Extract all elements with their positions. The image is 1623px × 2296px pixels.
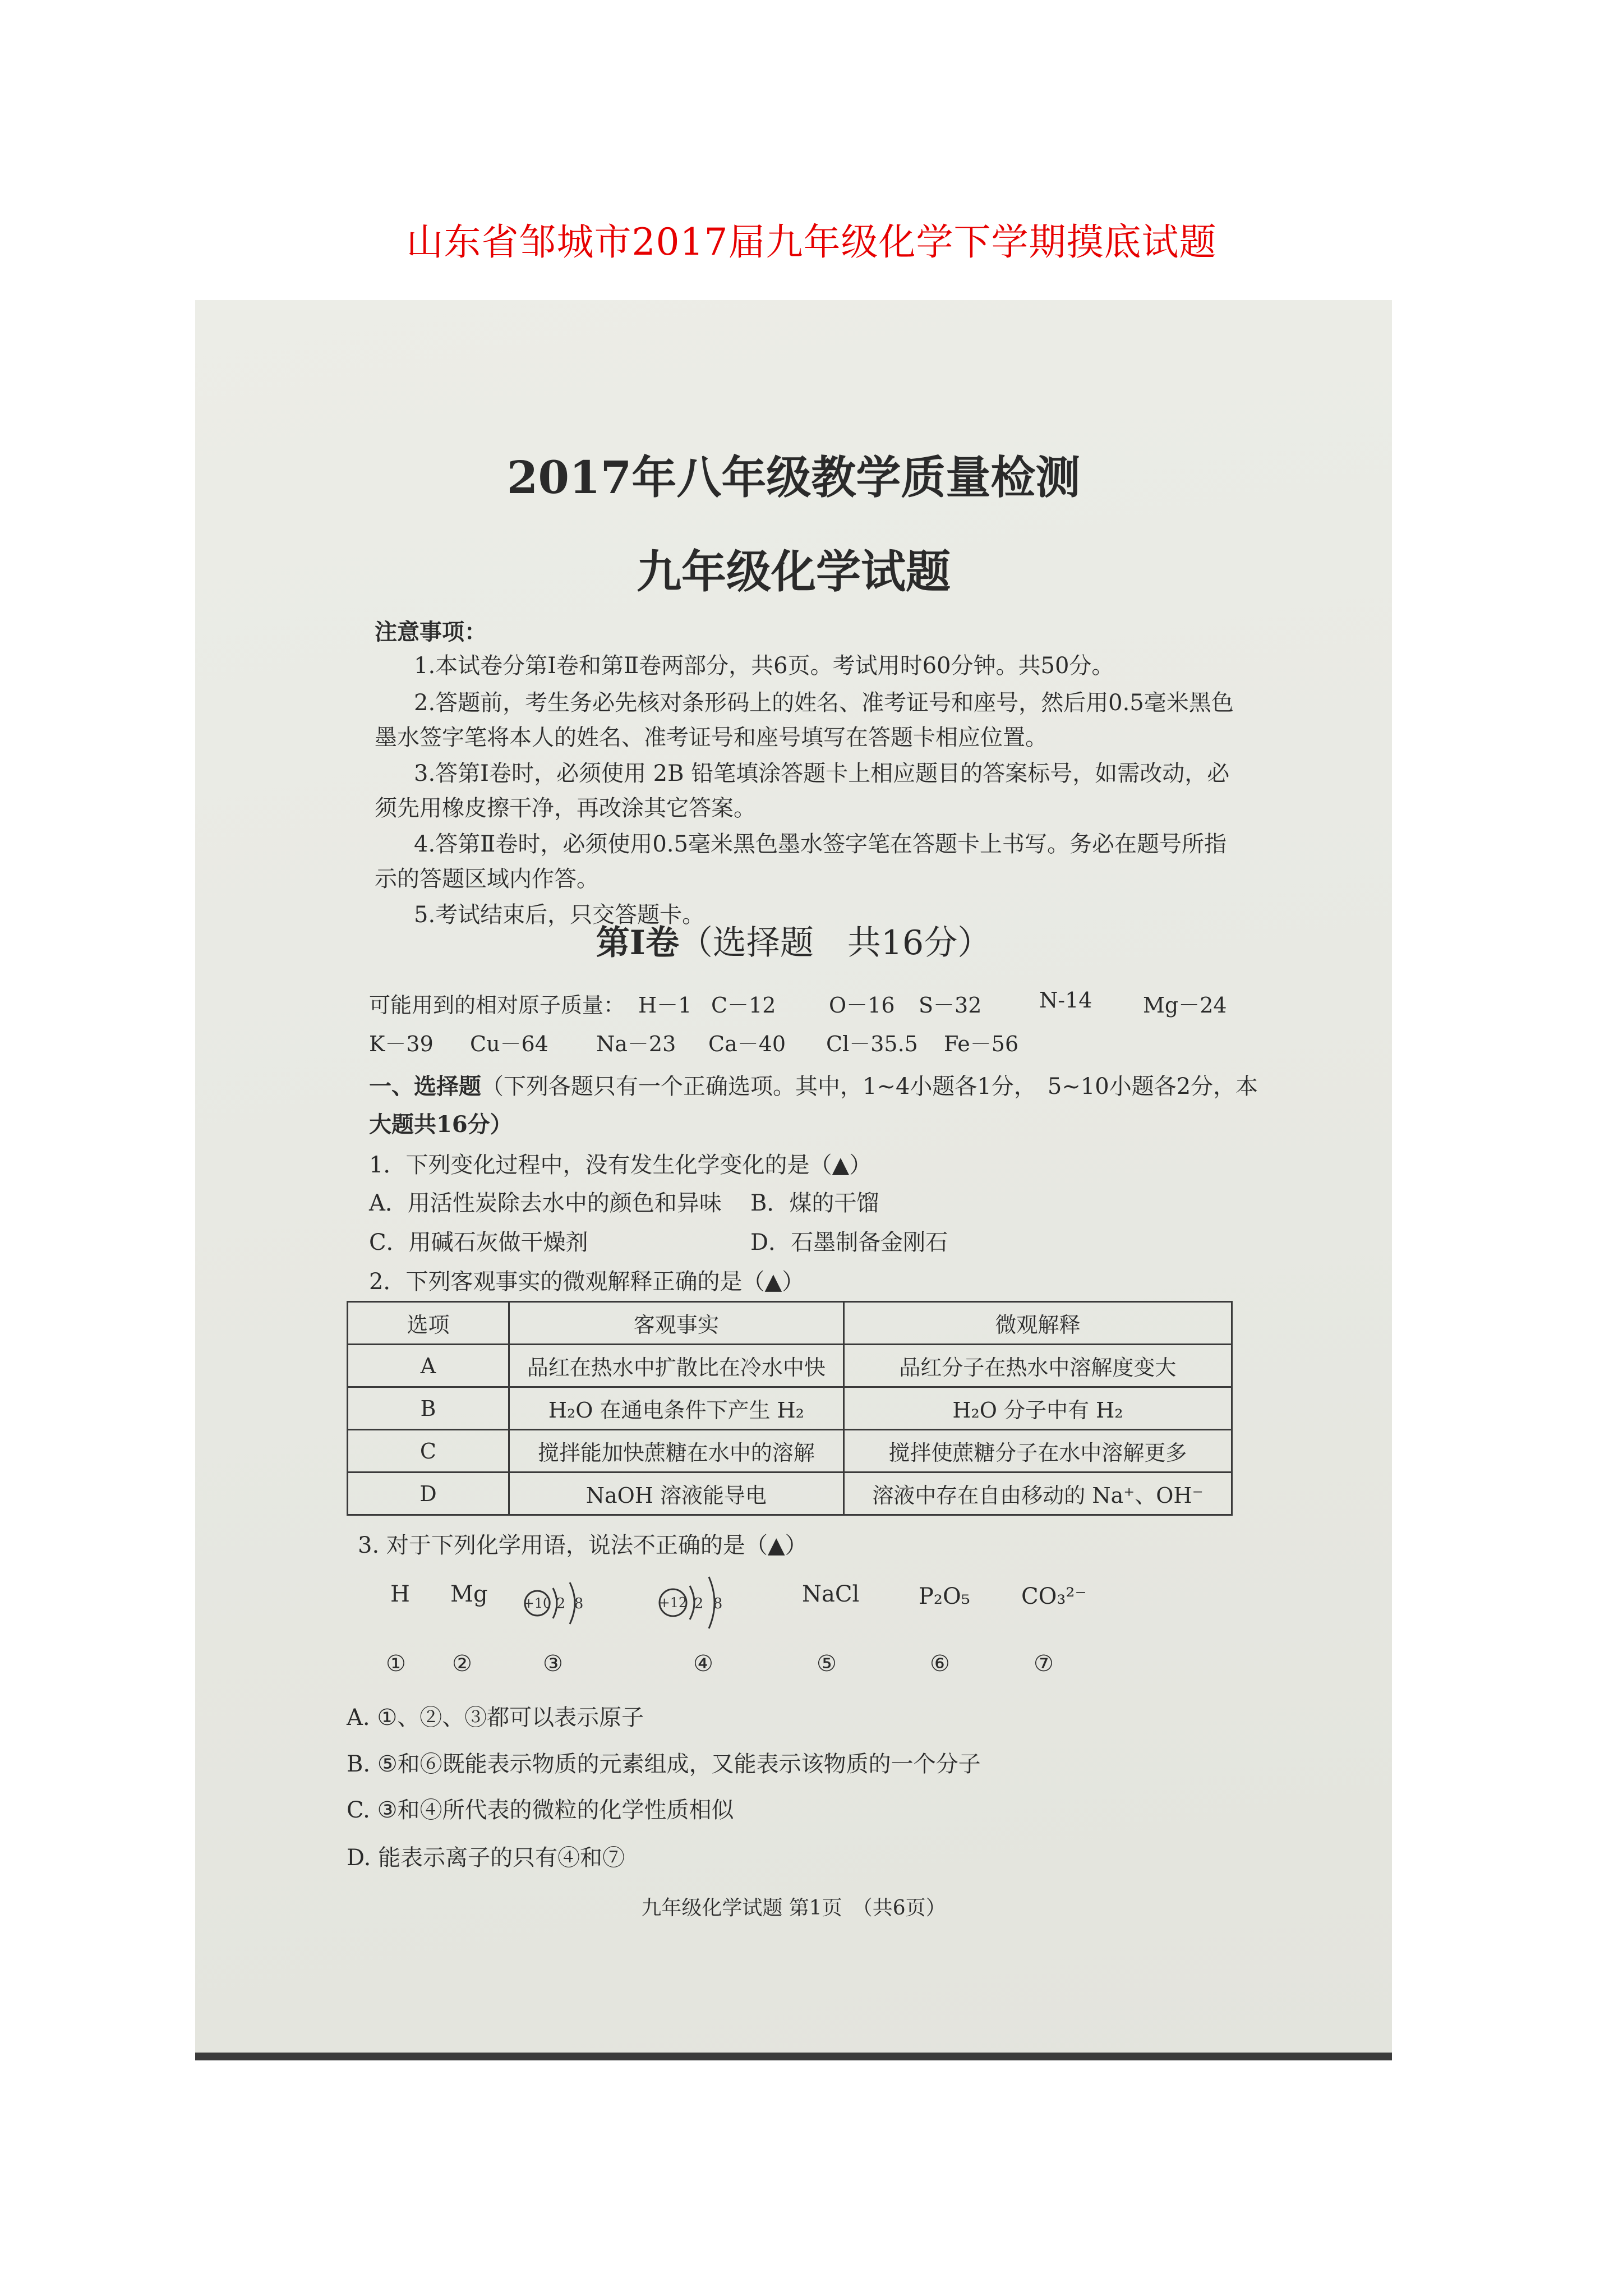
- nucleus-charge: +12: [658, 1595, 688, 1611]
- atom-structure-diagram-4: [655, 1569, 739, 1636]
- atomic-mass: O－16: [829, 993, 895, 1018]
- exam-photo: [195, 300, 1392, 2060]
- atomic-mass: Na－23: [596, 1032, 676, 1056]
- table-header: 客观事实: [509, 1302, 843, 1345]
- table-cell: A: [348, 1345, 509, 1387]
- page-footer: 九年级化学试题 第1页 （共6页）: [641, 1897, 946, 1920]
- note-line: 3.答第Ⅰ卷时，必须使用 2B 铅笔填涂答题卡上相应题目的答案标号，如需改动，必: [414, 761, 1230, 786]
- table-row: [348, 1345, 1232, 1387]
- table-cell: C: [348, 1430, 509, 1473]
- section-title: [195, 916, 1392, 964]
- note-line: 须先用橡皮擦干净，再改涂其它答案。: [375, 795, 756, 821]
- q3-option-c: C. ③和④所代表的微粒的化学性质相似: [347, 1797, 734, 1823]
- exam-title: 2017年八年级教学质量检测: [506, 451, 1081, 504]
- part1-heading: [369, 1069, 1258, 1101]
- section-title-bold: 第Ⅰ卷: [596, 923, 679, 963]
- atomic-mass: Mg－24: [1143, 993, 1227, 1018]
- part1-heading-bold: 一、选择题: [369, 1073, 481, 1099]
- note-line: 5.考试结束后，只交答题卡。: [414, 902, 705, 928]
- table-row: [348, 1473, 1232, 1515]
- section-title-rest: （选择题 共16分）: [679, 923, 992, 963]
- q3-option-a: A. ①、②、③都可以表示原子: [347, 1705, 644, 1731]
- atomic-mass-label: 可能用到的相对原子质量：: [369, 993, 625, 1018]
- q3-option-d: D. 能表示离子的只有④和⑦: [347, 1845, 625, 1871]
- item-number: ⑤: [817, 1651, 837, 1677]
- exam-subtitle: 九年级化学试题: [637, 545, 951, 598]
- table-cell: 溶液中存在自由移动的 Na⁺、OH⁻: [843, 1473, 1232, 1515]
- atomic-mass: Ca－40: [708, 1032, 786, 1056]
- table-header-row: [348, 1302, 1232, 1345]
- q2-table: [347, 1301, 1233, 1516]
- q1-option-c: C．用碱石灰做干燥剂: [369, 1230, 588, 1255]
- shell-electrons: 2: [556, 1595, 566, 1612]
- table-cell: H₂O 分子中有 H₂: [843, 1387, 1232, 1430]
- table-cell: 品红分子在热水中溶解度变大: [843, 1345, 1232, 1387]
- table-cell: D: [348, 1473, 509, 1515]
- table-cell: 品红在热水中扩散比在冷水中快: [509, 1345, 843, 1387]
- note-line: 2.答题前，考生务必先核对条形码上的姓名、准考证号和座号，然后用0.5毫米黑色: [414, 690, 1234, 716]
- q1-option-a: A．用活性炭除去水中的颜色和异味: [369, 1190, 722, 1216]
- q3-stem: 3. 对于下列化学用语，说法不正确的是（▲）: [358, 1533, 808, 1558]
- shell-electrons: 8: [574, 1595, 584, 1612]
- table-row: [348, 1387, 1232, 1430]
- symbol-nacl: NaCl: [802, 1581, 860, 1607]
- atomic-mass: Cl－35.5: [826, 1032, 918, 1056]
- item-number: ⑥: [930, 1651, 950, 1677]
- part1-heading-line2: 大题共16分）: [369, 1111, 513, 1138]
- item-number: ⑦: [1034, 1651, 1054, 1677]
- q2-stem: 2．下列客观事实的微观解释正确的是（▲）: [369, 1269, 805, 1295]
- table-cell: 搅拌使蔗糖分子在水中溶解更多: [843, 1430, 1232, 1473]
- atomic-mass: N-14: [1039, 988, 1092, 1013]
- item-number: ③: [543, 1651, 563, 1677]
- note-line: 4.答第Ⅱ卷时，必须使用0.5毫米黑色墨水签字笔在答题卡上书写。务必在题号所指: [414, 831, 1227, 857]
- shell-electrons: 2: [694, 1595, 704, 1612]
- q1-option-d: D．石墨制备金刚石: [750, 1230, 948, 1255]
- shell-electrons: 8: [713, 1595, 723, 1612]
- note-line: 墨水签字笔将本人的姓名、准考证号和座号填写在答题卡相应位置。: [375, 725, 1048, 751]
- item-number: ①: [386, 1651, 406, 1677]
- item-number: ②: [452, 1651, 472, 1677]
- table-cell: 搅拌能加快蔗糖在水中的溶解: [509, 1430, 843, 1473]
- table-header: 选项: [348, 1302, 509, 1345]
- atom-structure-diagram-3: [520, 1572, 599, 1634]
- table-header: 微观解释: [843, 1302, 1232, 1345]
- atomic-mass: C－12: [711, 993, 776, 1018]
- atomic-mass: S－32: [919, 993, 982, 1018]
- symbol-mg: Mg: [450, 1581, 488, 1607]
- atomic-mass: K－39: [369, 1032, 434, 1056]
- q3-option-b: B. ⑤和⑥既能表示物质的元素组成，又能表示该物质的一个分子: [347, 1751, 981, 1777]
- q1-stem: 1．下列变化过程中，没有发生化学变化的是（▲）: [369, 1152, 872, 1178]
- table-cell: NaOH 溶液能导电: [509, 1473, 843, 1515]
- atomic-mass: H－1: [638, 993, 692, 1018]
- table-row: [348, 1430, 1232, 1473]
- item-number: ④: [693, 1651, 713, 1677]
- table-cell: B: [348, 1387, 509, 1430]
- part1-heading-rest: （下列各题只有一个正确选项。其中，1~4小题各1分， 5~10小题各2分，本: [481, 1074, 1258, 1099]
- atomic-mass: Fe－56: [944, 1032, 1019, 1056]
- q1-option-b: B．煤的干馏: [750, 1190, 879, 1216]
- symbol-p2o5: P₂O₅: [919, 1584, 970, 1609]
- notes-label: 注意事项：: [375, 619, 487, 645]
- note-line: 示的答题区域内作答。: [375, 866, 599, 892]
- nucleus-charge: +10: [523, 1595, 552, 1611]
- symbol-co3: CO₃²⁻: [1021, 1584, 1087, 1609]
- atomic-mass: Cu－64: [470, 1032, 548, 1056]
- note-line: 1.本试卷分第Ⅰ卷和第Ⅱ卷两部分，共6页。考试用时60分钟。共50分。: [414, 653, 1114, 679]
- page-heading: 山东省邹城市2017届九年级化学下学期摸底试题: [406, 220, 1217, 264]
- symbol-h: H: [390, 1581, 410, 1607]
- photo-bottom-edge: [195, 2053, 1392, 2060]
- table-cell: H₂O 在通电条件下产生 H₂: [509, 1387, 843, 1430]
